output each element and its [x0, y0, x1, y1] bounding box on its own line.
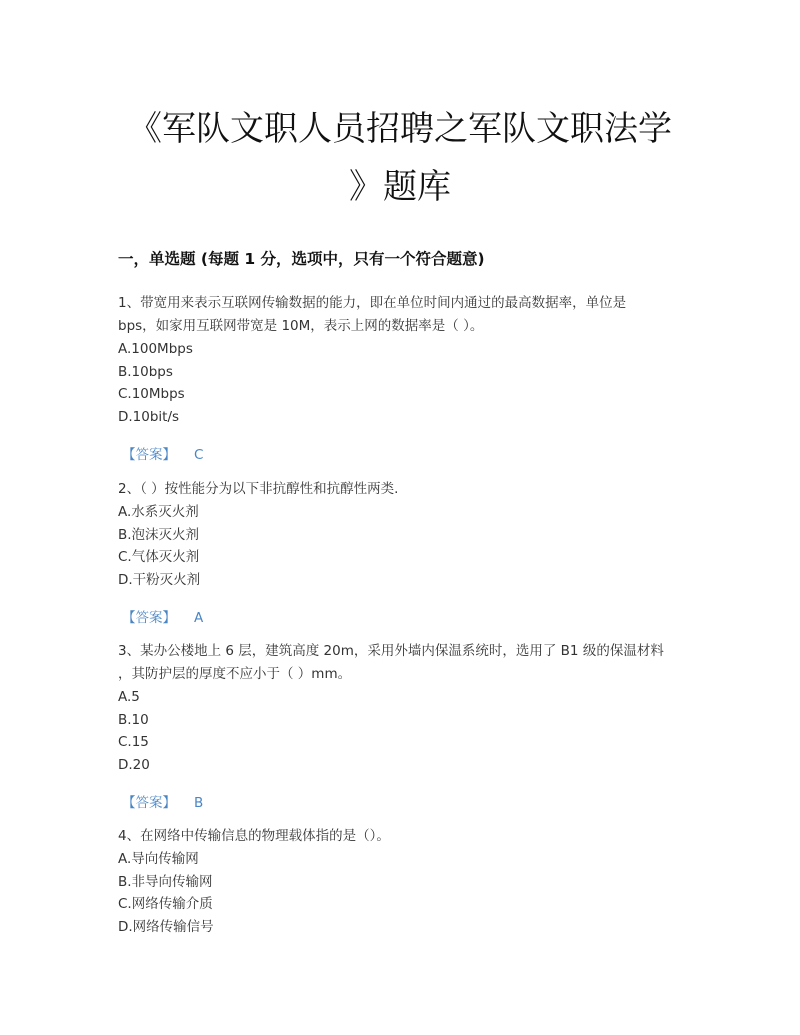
- question-3: [118, 640, 698, 776]
- option-b: B.非导向传输网: [118, 873, 213, 890]
- option-a: A.水系灭火剂: [118, 504, 199, 520]
- option-a: A.100Mbps: [118, 341, 193, 357]
- answer-3: [122, 791, 203, 811]
- option-d: D.20: [118, 756, 150, 773]
- answer-value: B: [194, 795, 204, 811]
- title-line-2: 》题库: [349, 167, 451, 207]
- answer-label: 【答案】: [122, 447, 176, 463]
- answer-label: 【答案】: [122, 610, 176, 626]
- question-2: [118, 478, 698, 591]
- answer-2: [122, 606, 203, 626]
- option-b: B.10bps: [118, 363, 173, 380]
- answer-label: 【答案】: [122, 795, 176, 811]
- option-a: A.5: [118, 689, 140, 705]
- question-stem-line: 1、带宽用来表示互联网传输数据的能力，即在单位时间内通过的最高数据率，单位是: [118, 295, 627, 311]
- option-b: B.泡沫灭火剂: [118, 526, 200, 543]
- option-d: D.干粉灭火剂: [118, 571, 201, 588]
- option-d: D.网络传输信号: [118, 918, 214, 935]
- option-c: C.15: [118, 734, 149, 750]
- question-4: [118, 825, 698, 938]
- option-c: C.气体灭火剂: [118, 549, 200, 565]
- option-b: B.10: [118, 711, 149, 728]
- option-d: D.10bit/s: [118, 408, 180, 425]
- answer-value: C: [194, 447, 204, 463]
- answer-1: [122, 443, 203, 463]
- question-stem-line: 3、某办公楼地上 6 层，建筑高度 20m，采用外墙内保温系统时，选用了 B1 级的保温材料: [118, 643, 664, 659]
- question-stem-line: 4、在网络中传输信息的物理载体指的是（）。: [118, 828, 390, 844]
- question-1: [118, 292, 698, 428]
- question-stem-line: ，其防护层的厚度不应小于（ ）mm。: [118, 666, 352, 682]
- option-c: C.10Mbps: [118, 386, 185, 402]
- section-heading: 一，单选题 (每题 1 分，选项中，只有一个符合题意): [118, 250, 485, 268]
- option-a: A.导向传输网: [118, 851, 199, 867]
- answer-value: A: [194, 610, 204, 626]
- option-c: C.网络传输介质: [118, 896, 213, 912]
- document-title: [100, 100, 700, 216]
- question-stem-line: bps，如家用互联网带宽是 10M，表示上网的数据率是（ ）。: [118, 318, 484, 334]
- question-stem-line: 2、（ ）按性能分为以下非抗醇性和抗醇性两类.: [118, 481, 399, 497]
- title-line-1: 《军队文职人员招聘之军队文职法学: [128, 109, 672, 149]
